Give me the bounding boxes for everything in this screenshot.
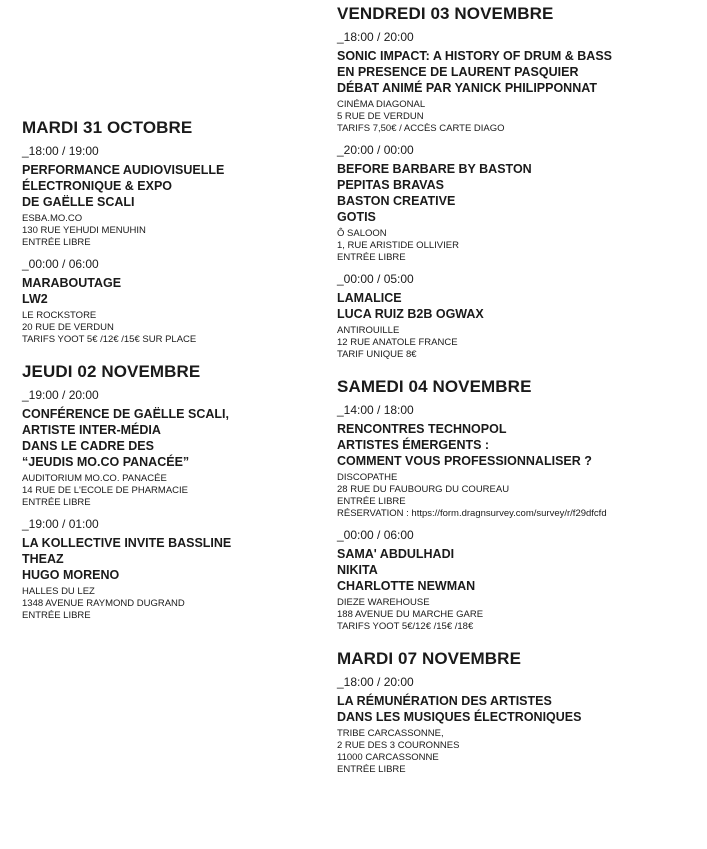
day-heading: MARDI 07 NOVEMBRE: [337, 649, 522, 668]
event-title-line: EN PRESENCE DE LAURENT PASQUIER: [337, 65, 579, 79]
event-title-line: LA KOLLECTIVE INVITE BASSLINE: [22, 536, 232, 550]
event-item: [337, 675, 697, 776]
event-item: [22, 257, 322, 346]
event-info-line: AUDITORIUM MO.CO. PANACÉE: [22, 473, 167, 484]
event-time: _00:00 / 06:00: [337, 528, 414, 542]
event-item: [337, 403, 697, 520]
event-info-line: 11000 CARCASSONNE: [337, 752, 439, 763]
event-time: _19:00 / 20:00: [22, 388, 99, 402]
event-title-line: ARTISTE INTER-MÉDIA: [22, 423, 161, 437]
event-info-line: TRIBE CARCASSONNE,: [337, 728, 444, 739]
day-section: [337, 4, 697, 361]
event-title-line: COMMENT VOUS PROFESSIONNALISER ?: [337, 454, 592, 468]
event-title-line: RENCONTRES TECHNOPOL: [337, 422, 507, 436]
event-title-line: “JEUDIS MO.CO PANACÉE”: [22, 455, 190, 469]
event-title-line: NIKITA: [337, 563, 378, 577]
event-info-line: DISCOPATHE: [337, 472, 398, 483]
event-title-line: LAMALICE: [337, 291, 402, 305]
event-info-line: RÉSERVATION : https://form.dragnsurvey.com/survey/r/f29dfcfd: [337, 508, 607, 519]
event-info-line: 20 RUE DE VERDUN: [22, 322, 114, 333]
event-title-line: DÉBAT ANIMÉ PAR YANICK PHILIPPONNAT: [337, 81, 597, 95]
event-title-line: BEFORE BARBARE BY BASTON: [337, 162, 532, 176]
event-info-line: ENTRÉE LIBRE: [22, 610, 91, 621]
event-info-line: 130 RUE YEHUDI MENUHIN: [22, 225, 146, 236]
event-info-line: ENTRÉE LIBRE: [337, 252, 406, 263]
event-time: _20:00 / 00:00: [337, 143, 414, 157]
event-title-line: THEAZ: [22, 552, 64, 566]
event-info-line: 5 RUE DE VERDUN: [337, 111, 424, 122]
event-info-line: HALLES DU LEZ: [22, 586, 95, 597]
event-info-line: LE ROCKSTORE: [22, 310, 97, 321]
event-info-line: 2 RUE DES 3 COURONNES: [337, 740, 460, 751]
event-info-line: ESBA.MO.CO: [22, 213, 83, 224]
event-title-line: DE GAËLLE SCALI: [22, 195, 135, 209]
event-info-line: ANTIROUILLE: [337, 325, 400, 336]
event-info-line: Ô SALOON: [337, 228, 387, 239]
event-title-line: HUGO MORENO: [22, 568, 120, 582]
event-title-line: PERFORMANCE AUDIOVISUELLE: [22, 163, 225, 177]
event-info-line: TARIF UNIQUE 8€: [337, 349, 417, 360]
event-title-line: CONFÉRENCE DE GAËLLE SCALI,: [22, 407, 229, 421]
event-info-line: ENTRÉE LIBRE: [22, 237, 91, 248]
day-heading: VENDREDI 03 NOVEMBRE: [337, 4, 554, 23]
event-time: _18:00 / 20:00: [337, 30, 414, 44]
event-title-line: BASTON CREATIVE: [337, 194, 456, 208]
event-time: _18:00 / 20:00: [337, 675, 414, 689]
day-section: [22, 118, 322, 346]
event-info-line: ENTRÉE LIBRE: [337, 496, 406, 507]
event-title-line: LUCA RUIZ B2B OGWAX: [337, 307, 484, 321]
event-info-line: ENTRÉE LIBRE: [22, 497, 91, 508]
event-item: [337, 528, 697, 633]
event-info-line: TARIFS YOOT 5€/12€ /15€ /18€: [337, 621, 474, 632]
event-time: _00:00 / 05:00: [337, 272, 414, 286]
event-info-line: 14 RUE DE L'ECOLE DE PHARMACIE: [22, 485, 188, 496]
event-info-line: TARIFS YOOT 5€ /12€ /15€ SUR PLACE: [22, 334, 197, 345]
event-info-line: 188 AVENUE DU MARCHE GARE: [337, 609, 484, 620]
event-item: [22, 517, 322, 622]
event-info-line: 28 RUE DU FAUBOURG DU COUREAU: [337, 484, 510, 495]
event-title-line: SAMA' ABDULHADI: [337, 547, 455, 561]
event-item: [22, 388, 322, 509]
event-title-line: LA RÉMUNÉRATION DES ARTISTES: [337, 694, 552, 708]
day-section: [337, 649, 697, 776]
event-item: [337, 272, 697, 361]
event-item: [337, 143, 697, 264]
event-info-line: 1348 AVENUE RAYMOND DUGRAND: [22, 598, 185, 609]
event-title-line: SONIC IMPACT: A HISTORY OF DRUM & BASS: [337, 49, 613, 63]
event-info-line: 1, RUE ARISTIDE OLLIVIER: [337, 240, 459, 251]
event-title-line: ÉLECTRONIQUE & EXPO: [22, 179, 173, 193]
event-info-line: 12 RUE ANATOLE FRANCE: [337, 337, 458, 348]
left-column: [22, 0, 322, 638]
day-heading: MARDI 31 OCTOBRE: [22, 118, 193, 137]
event-time: _14:00 / 18:00: [337, 403, 414, 417]
event-info-line: DIEZE WAREHOUSE: [337, 597, 430, 608]
event-info-line: CINÉMA DIAGONAL: [337, 99, 426, 110]
day-heading: JEUDI 02 NOVEMBRE: [22, 362, 201, 381]
event-time: _18:00 / 19:00: [22, 144, 99, 158]
event-title-line: MARABOUTAGE: [22, 276, 122, 290]
event-title-line: GOTIS: [337, 210, 376, 224]
day-section: [22, 362, 322, 622]
event-info-line: TARIFS 7,50€ / ACCÈS CARTE DIAGO: [337, 123, 505, 134]
event-item: [337, 30, 697, 135]
event-item: [22, 144, 322, 249]
event-title-line: CHARLOTTE NEWMAN: [337, 579, 476, 593]
event-title-line: LW2: [22, 292, 48, 306]
event-title-line: PEPITAS BRAVAS: [337, 178, 444, 192]
event-title-line: DANS LE CADRE DES: [22, 439, 154, 453]
right-column: [337, 0, 697, 792]
event-title-line: ARTISTES ÉMERGENTS :: [337, 438, 490, 452]
event-title-line: DANS LES MUSIQUES ÉLECTRONIQUES: [337, 710, 582, 724]
event-time: _19:00 / 01:00: [22, 517, 99, 531]
day-section: [337, 377, 697, 633]
day-heading: SAMEDI 04 NOVEMBRE: [337, 377, 532, 396]
event-info-line: ENTRÉE LIBRE: [337, 764, 406, 775]
event-time: _00:00 / 06:00: [22, 257, 99, 271]
